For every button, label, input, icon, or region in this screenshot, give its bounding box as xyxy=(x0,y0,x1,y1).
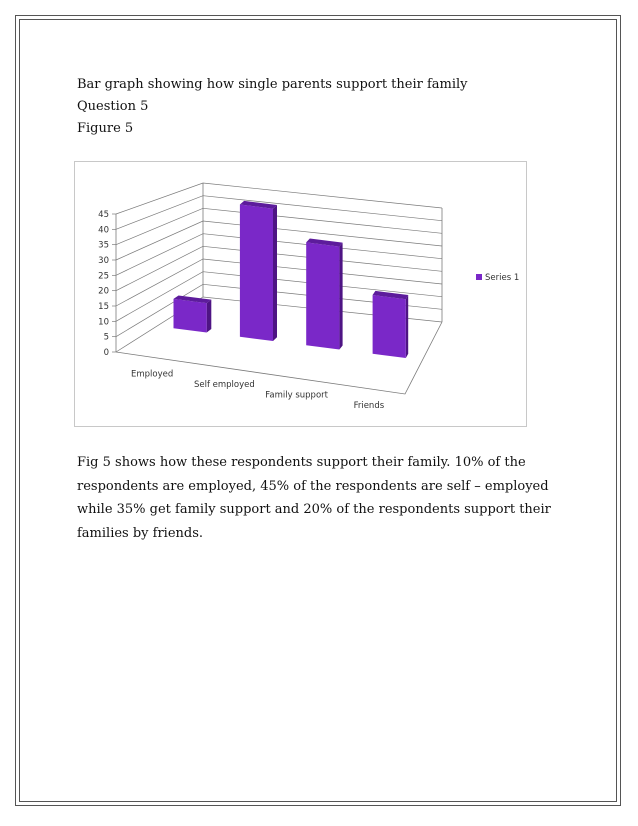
description-paragraph xyxy=(77,451,551,545)
bar-side xyxy=(406,295,408,358)
x-category-label: Family support xyxy=(265,390,328,401)
bar xyxy=(306,242,339,349)
question-label: Question 5 xyxy=(77,99,149,114)
gridline xyxy=(116,183,442,214)
paragraph-line: families by friends. xyxy=(77,525,204,541)
legend-swatch xyxy=(476,274,482,280)
document-title: Bar graph showing how single parents support their family xyxy=(77,77,468,92)
x-category-label: Employed xyxy=(130,369,174,380)
bar-side xyxy=(273,205,277,341)
paragraph-line: respondents are employed, 45% of the respondents are self – employed xyxy=(77,478,549,494)
y-tick-label: 5 xyxy=(103,332,109,343)
y-tick-label: 20 xyxy=(98,286,109,297)
gridline xyxy=(116,246,442,290)
x-category-label: Self employed xyxy=(193,379,255,390)
bar xyxy=(240,205,273,342)
y-tick-label: 15 xyxy=(98,302,109,312)
gridline xyxy=(116,208,442,244)
x-category-label: Friends xyxy=(353,400,385,411)
figure-label: Figure 5 xyxy=(77,121,134,136)
bar-chart xyxy=(75,162,526,426)
y-tick-label: 35 xyxy=(98,240,109,251)
bar xyxy=(373,295,406,358)
chart-container xyxy=(74,161,527,427)
bar-side xyxy=(339,243,342,350)
legend-label: Series 1 xyxy=(485,273,520,283)
heading-block xyxy=(77,74,557,140)
y-tick-label: 40 xyxy=(98,225,109,236)
paragraph-line: Fig 5 shows how these respondents support their family. 10% of the xyxy=(77,455,526,470)
bar-side xyxy=(207,300,212,333)
y-tick-label: 10 xyxy=(98,317,109,328)
y-tick-label: 30 xyxy=(98,256,109,266)
bar xyxy=(174,299,207,333)
y-tick-label: 0 xyxy=(103,348,109,358)
paragraph-line: while 35% get family support and 20% of the respondents support their xyxy=(77,502,551,517)
y-tick-label: 45 xyxy=(98,210,109,220)
y-tick-label: 25 xyxy=(98,271,109,282)
